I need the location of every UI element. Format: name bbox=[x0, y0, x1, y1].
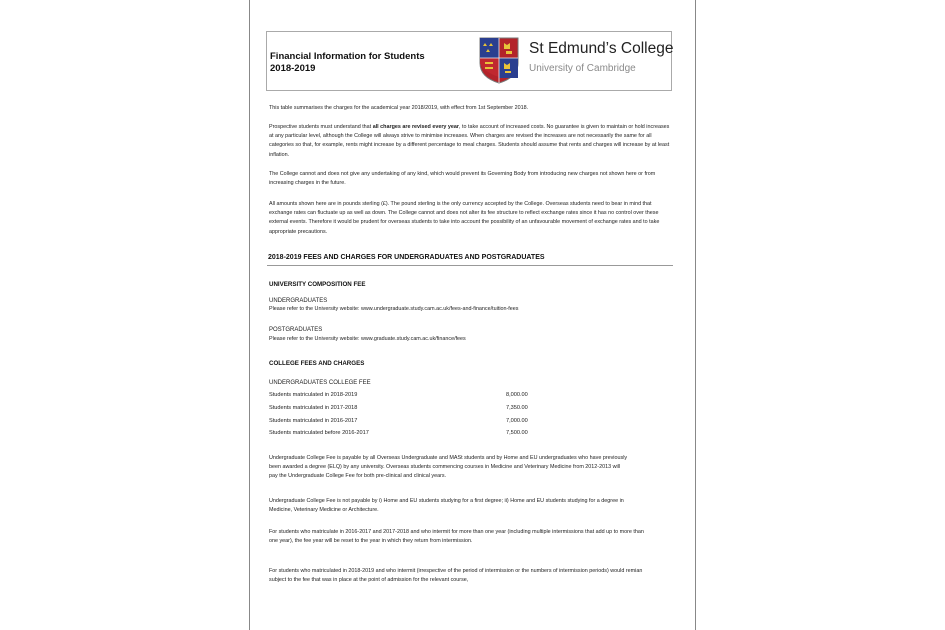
fee-row bbox=[269, 418, 569, 427]
fee-row-label: Students matriculated in 2018-2019 bbox=[269, 392, 358, 398]
college-fee-note-1: Undergraduate College Fee is payable by all Overseas Undergraduate and MASt students and by Home and EU undergraduates who have previously been awarded a degree (ELQ) by any university. Overseas students commencing courses in Medicine and Veterinary Medicine from 2012-2013 will pay the Undergraduate College Fee for both pre-clinical and clinical years. bbox=[269, 455, 628, 480]
composition-fee-heading: UNIVERSITY COMPOSITION FEE bbox=[269, 281, 366, 288]
ug-label: UNDERGRADUATES bbox=[269, 298, 328, 304]
college-fee-note-3: For students who matriculate in 2016-2017 and 2017-2018 and who intermit for more than one year (including multiple intermissions that add up to more than one year), the fee year will be reset to the year in which they return from intermission. bbox=[269, 529, 644, 545]
fee-row-label: Students matriculated in 2016-2017 bbox=[269, 418, 358, 424]
intro-paragraph-2 bbox=[269, 123, 675, 160]
fee-row-label: Students matriculated in 2017-2018 bbox=[269, 405, 358, 411]
intro-paragraph-3: The College cannot and does not give any undertaking of any kind, which would prevent its Governing Body from introducing new charges not shown here or from increasing charges in the future. bbox=[269, 171, 656, 187]
intro-paragraph-2-bold: all charges are revised every year bbox=[372, 124, 460, 130]
college-fees-heading: COLLEGE FEES AND CHARGES bbox=[269, 360, 365, 367]
college-fee-note-4: For students who matriculated in 2018-2019 and who intermit (irrespective of the period of intermission or the numbers of intermission periods) would remian subject to the fee that was in place at the point of admission for the relevant course, bbox=[269, 568, 643, 584]
pg-composition-text: Please refer to the University website: www.graduate.study.cam.ac.uk/finance/fees bbox=[269, 336, 466, 342]
title-line-1: Financial Information for Students bbox=[270, 51, 425, 62]
intro-paragraph-2-a: Prospective students must understand that bbox=[269, 124, 373, 130]
intro-paragraph-4: All amounts shown here are in pounds sterling (£). The pound sterling is the only currency accepted by the College. Overseas students need to bear in mind that exchange rates can fluctuate up as well as down. The College cannot and does not alter its fee structure to reflect exchange rates since it has no control over these external events. Therefore it would be prudent for overseas students to take into account the possibility of an unfavourable movement of exchange rates and to take appropriate precautions. bbox=[269, 201, 660, 235]
fee-row-label: Students matriculated before 2016-2017 bbox=[269, 430, 369, 436]
fee-row-amount: 8,000.00 bbox=[506, 392, 528, 398]
document-header bbox=[266, 31, 672, 91]
college-crest-icon bbox=[479, 37, 519, 84]
college-name: St Edmund’s College bbox=[529, 40, 674, 57]
fee-row-amount: 7,350.00 bbox=[506, 405, 528, 411]
intro-paragraph-2-c: , to take account of increased costs. No guarantee is given to maintain or hold increases at any particular level, although the College will always strive to minimise increases. When charges are revised the increases are not necessarily the same for all categories so that, for example, rents might increase by a different percentage to meal charges. Students should assume that rents and charges will increase by at least inflation. bbox=[269, 124, 670, 158]
ug-composition-text: Please refer to the University website: www.undergraduate.study.cam.ac.uk/fees-and-finance/tuition-fees bbox=[269, 306, 519, 312]
college-subtitle: University of Cambridge bbox=[529, 63, 636, 74]
section-divider bbox=[267, 265, 673, 266]
pg-label: POSTGRADUATES bbox=[269, 327, 323, 333]
title-line-2: 2018-2019 bbox=[270, 63, 316, 74]
document-page bbox=[249, 0, 696, 630]
fee-row bbox=[269, 405, 569, 414]
document-title bbox=[270, 51, 425, 75]
fee-row bbox=[269, 392, 569, 401]
intro-paragraph-1: This table summarises the charges for the academical year 2018/2019, with effect from 1st September 2018. bbox=[269, 105, 529, 111]
fee-row bbox=[269, 430, 569, 439]
college-fee-note-2: Undergraduate College Fee is not payable by i) Home and EU students studying for a first degree; ii) Home and EU students studying for a degree in Medicine, Veterinary Medicine or Architecture. bbox=[269, 498, 624, 514]
fee-row-amount: 7,500.00 bbox=[506, 430, 528, 436]
ug-college-fee-label: UNDERGRADUATES COLLEGE FEE bbox=[269, 380, 371, 386]
fees-section-heading: 2018-2019 FEES AND CHARGES FOR UNDERGRADUATES AND POSTGRADUATES bbox=[268, 254, 545, 261]
fee-row-amount: 7,000.00 bbox=[506, 418, 528, 424]
